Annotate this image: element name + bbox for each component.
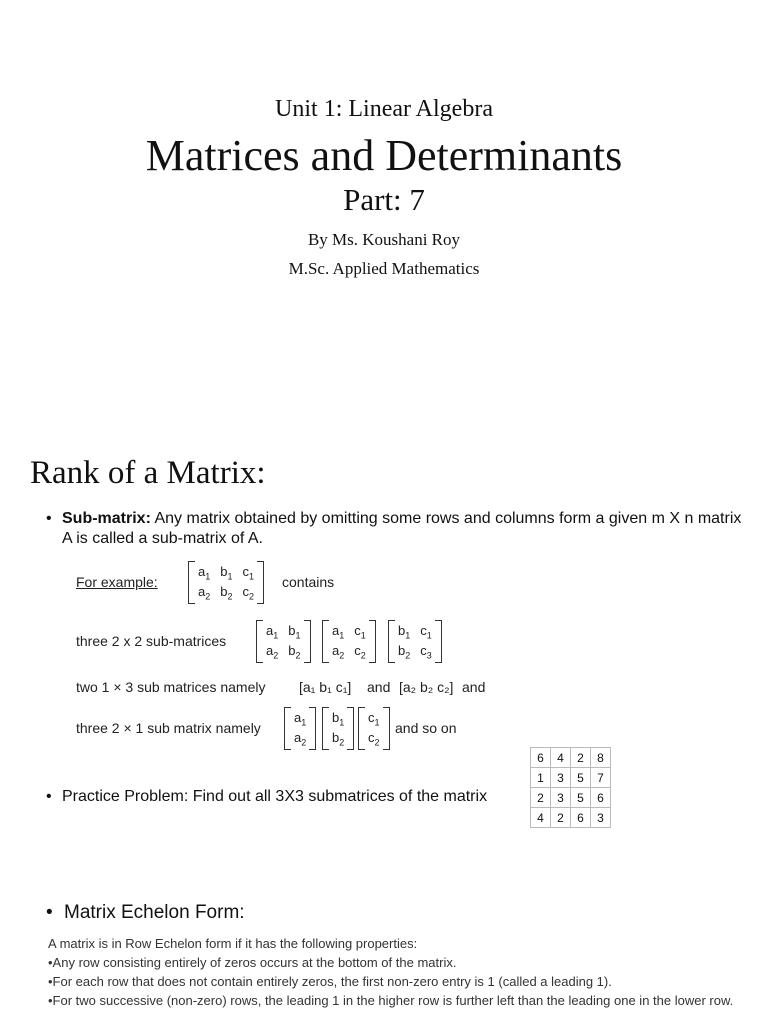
matrix-row xyxy=(531,808,611,828)
bullet-dot: • xyxy=(46,788,52,805)
matrix-cell: 3 xyxy=(591,808,611,828)
row2-matrix: [a₂ b₂ c₂] xyxy=(399,679,454,695)
two-1x3-label: two 1 × 3 sub matrices namely xyxy=(76,679,266,695)
matrix-row xyxy=(531,788,611,808)
row1-matrix: [a₁ b₁ c₁] xyxy=(299,679,352,695)
echelon-line: •For two successive (non-zero) rows, the leading 1 in the higher row is further left than the leading one in the lower row. xyxy=(48,993,734,1008)
matrix-cell: 2 xyxy=(531,788,551,808)
echelon-bullet xyxy=(46,901,746,925)
matrix-row xyxy=(531,748,611,768)
main-title: Matrices and Determinants xyxy=(145,131,623,180)
and-end-label: and xyxy=(462,679,486,695)
matrix-cell: 6 xyxy=(531,748,551,768)
matrix-row xyxy=(531,768,611,788)
and-label: and xyxy=(367,679,391,695)
example-label: For example: xyxy=(76,574,158,590)
matrix-cell: 1 xyxy=(531,768,551,788)
submatrix-bullet xyxy=(46,509,746,549)
contains-label: contains xyxy=(282,574,335,590)
matrix-cell: 3 xyxy=(551,788,571,808)
matrix-cell: 3 xyxy=(551,768,571,788)
matrix-cell: 5 xyxy=(571,768,591,788)
degree-line: M.Sc. Applied Mathematics xyxy=(288,259,480,278)
submatrix-ac: $a_1$ $c_1$ $a_2$ $c_2$ xyxy=(322,620,376,663)
echelon-description xyxy=(48,934,748,1010)
matrix-cell: 2 xyxy=(571,748,591,768)
part-title: Part: 7 xyxy=(343,182,425,217)
echelon-line: A matrix is in Row Echelon form if it has the following properties: xyxy=(48,936,418,951)
column-b: $b_1$ $b_2$ xyxy=(322,707,354,750)
author-line: By Ms. Koushani Roy xyxy=(307,230,461,249)
submatrix-term: Sub-matrix: xyxy=(62,510,151,527)
bullet-dot: • xyxy=(46,902,53,923)
practice-matrix xyxy=(530,747,611,828)
unit-title: Unit 1: Linear Algebra xyxy=(275,96,493,122)
submatrix-ab: $a_1$ $b_1$ $a_2$ $b_2$ xyxy=(256,620,311,663)
matrix-cell: 2 xyxy=(551,808,571,828)
column-c: $c_1$ $c_2$ xyxy=(358,707,390,750)
example-matrix: $a_1$ $b_1$ $c_1$ $a_2$ $b_2$ $c_2$ xyxy=(188,561,264,604)
matrix-cell: 4 xyxy=(531,808,551,828)
bullet-dot: • xyxy=(46,510,52,527)
echelon-line: •Any row consisting entirely of zeros occurs at the bottom of the matrix. xyxy=(48,955,457,970)
echelon-line: •For each row that does not contain entirely zeros, the first non-zero entry is 1 (called a leading 1). xyxy=(48,974,612,989)
three-2x1-label: three 2 × 1 sub matrix namely xyxy=(76,720,261,736)
matrix-cell: 7 xyxy=(591,768,611,788)
and-so-on-label: and so on xyxy=(395,720,457,736)
matrix-cell: 4 xyxy=(551,748,571,768)
echelon-heading: Matrix Echelon Form: xyxy=(64,902,245,923)
matrix-cell: 6 xyxy=(571,808,591,828)
three-2x2-label: three 2 x 2 sub-matrices xyxy=(76,633,227,649)
column-a: $a_1$ $a_2$ xyxy=(284,707,316,750)
matrix-cell: 8 xyxy=(591,748,611,768)
submatrix-definition: Any matrix obtained by omitting some rows and columns form a given m X n matrix A is called a sub-matrix of A. xyxy=(62,510,742,547)
practice-text: Practice Problem: Find out all 3X3 submatrices of the matrix xyxy=(62,788,488,805)
matrix-cell: 5 xyxy=(571,788,591,808)
submatrix-bc: $b_1$ $c_1$ $b_2$ $c_3$ xyxy=(388,620,442,663)
rank-heading: Rank of a Matrix: xyxy=(30,455,266,491)
matrix-cell: 6 xyxy=(591,788,611,808)
practice-bullet xyxy=(46,787,536,807)
